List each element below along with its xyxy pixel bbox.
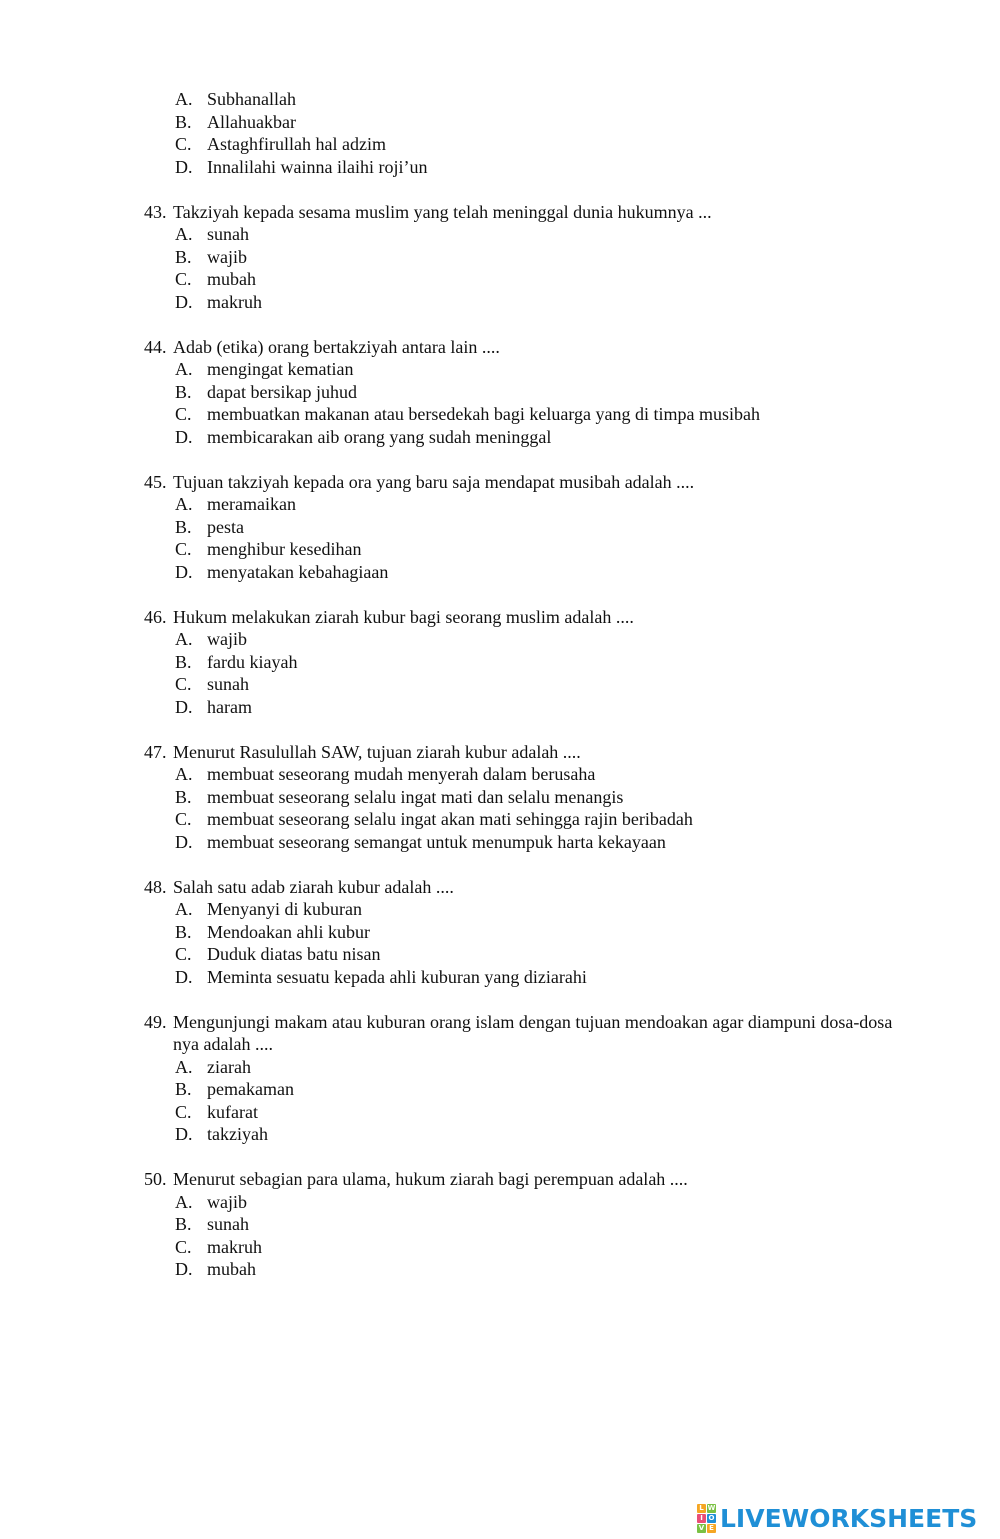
option-text: sunah [207,224,249,244]
option-text: ziarah [207,1056,251,1077]
option-row[interactable] [0,268,1000,291]
option-letter: B. [175,921,192,942]
option-letter: B. [175,651,192,672]
option-row[interactable] [0,403,1000,426]
option-letter: D. [175,156,193,177]
option-text: takziyah [207,1124,268,1144]
option-row[interactable] [0,966,1000,989]
question-stem [0,201,1000,224]
option-text: membuatkan makanan atau bersedekah bagi keluarga yang di timpa musibah [207,404,760,424]
question-text: Tujuan takziyah kepada ora yang baru saja mendapat musibah adalah .... [173,471,695,492]
logo-tile: O [708,1513,715,1522]
option-row[interactable] [0,628,1000,651]
liveworksheets-wordmark: LIVEWORKSHEETS [720,1503,978,1533]
option-letter: B. [175,381,192,402]
question-text: Menurut sebagian para ulama, hukum ziarah bagi perempuan adalah .... [173,1169,688,1189]
option-row[interactable] [0,538,1000,561]
option-letter: B. [175,111,192,132]
option-row[interactable] [0,111,1000,134]
option-row[interactable] [0,246,1000,269]
option-text: makruh [207,1236,262,1257]
liveworksheets-icon [697,1504,716,1533]
option-text: fardu kiayah [207,651,298,672]
option-text: membuat seseorang mudah menyerah dalam berusaha [207,764,596,784]
option-row[interactable] [0,133,1000,156]
question-43 [0,201,1000,314]
option-letter: C. [175,1236,192,1257]
option-text: membicarakan aib orang yang sudah meninggal [207,426,552,447]
option-letter: D. [175,1124,193,1144]
question-49 [0,1011,1000,1146]
question-text: Salah satu adab ziarah kubur adalah .... [173,876,454,897]
liveworksheets-logo[interactable] [697,1500,977,1536]
option-text: meramaikan [207,494,296,514]
option-text: Menyanyi di kuburan [207,899,362,919]
option-text: sunah [207,674,249,694]
logo-tile: I [697,1514,706,1523]
option-text: Mendoakan ahli kubur [207,921,370,942]
option-letter: C. [175,269,192,289]
option-row[interactable] [0,696,1000,719]
option-letter: B. [175,1079,192,1099]
option-letter: B. [175,786,192,807]
option-text: pesta [207,516,244,537]
question-number: 44. [144,336,167,357]
option-row[interactable] [0,921,1000,944]
option-text: Innalilahi wainna ilaihi roji’un [207,156,428,177]
question-number: 49. [144,1011,167,1032]
option-text: membuat seseorang semangat untuk menumpuk harta kekayaan [207,831,666,852]
option-text: sunah [207,1214,249,1234]
option-row[interactable] [0,1258,1000,1281]
option-letter: A. [175,224,193,244]
option-text: mubah [207,269,256,289]
option-row[interactable] [0,808,1000,831]
option-letter: C. [175,674,192,694]
option-text: membuat seseorang selalu ingat akan mati sehingga rajin beribadah [207,809,693,829]
question-44 [0,336,1000,449]
question-text: Adab (etika) orang bertakziyah antara lain .... [173,336,500,357]
question-text: Takziyah kepada sesama muslim yang telah meninggal dunia hukumnya ... [173,201,712,222]
question-45 [0,471,1000,584]
question-number: 47. [144,741,167,762]
option-letter: A. [175,1056,193,1077]
option-row[interactable] [0,1123,1000,1146]
option-text: mengingat kematian [207,359,354,379]
logo-tile: W [707,1503,716,1512]
question-text: Hukum melakukan ziarah kubur bagi seorang muslim adalah .... [173,606,634,627]
option-letter: A. [175,764,193,784]
option-text: wajib [207,1191,247,1212]
option-letter: A. [175,359,193,379]
option-letter: D. [175,1259,193,1279]
option-row[interactable] [0,223,1000,246]
option-row[interactable] [0,1213,1000,1236]
question-48 [0,876,1000,989]
option-row[interactable] [0,156,1000,179]
option-row[interactable] [0,493,1000,516]
option-letter: D. [175,966,193,987]
option-letter: A. [175,89,193,109]
option-letter: D. [175,831,193,852]
question-46 [0,606,1000,719]
option-row[interactable] [0,1078,1000,1101]
option-row[interactable] [0,1101,1000,1124]
question-text: Mengunjungi makam atau kuburan orang islam dengan tujuan mendoakan agar diampuni dosa-dosa nya adalah .... [173,1011,893,1054]
option-row[interactable] [0,673,1000,696]
question-42-options [0,88,1000,178]
option-row[interactable] [0,88,1000,111]
option-letter: C. [175,539,192,559]
option-row[interactable] [0,1056,1000,1079]
question-number: 46. [144,606,167,627]
option-letter: A. [175,629,193,649]
option-text: Duduk diatas batu nisan [207,944,381,964]
question-stem [0,876,1000,899]
question-stem [0,1168,1000,1191]
option-text: menghibur kesedihan [207,539,362,559]
option-text: Astaghfirullah hal adzim [207,134,386,154]
option-row[interactable] [0,943,1000,966]
logo-tile: L [697,1504,706,1513]
option-text: wajib [207,246,247,267]
option-text: Meminta sesuatu kepada ahli kuburan yang diziarahi [207,966,587,987]
question-text: Menurut Rasulullah SAW, tujuan ziarah kubur adalah .... [173,741,581,762]
question-47 [0,741,1000,854]
option-row[interactable] [0,561,1000,584]
option-letter: B. [175,1214,192,1234]
option-text: pemakaman [207,1079,294,1099]
option-text: makruh [207,291,262,312]
option-letter: C. [175,404,192,424]
option-text: wajib [207,629,247,649]
question-number: 45. [144,471,167,492]
worksheet-page [0,88,1000,1303]
option-letter: C. [175,944,192,964]
option-letter: D. [175,426,193,447]
option-row[interactable] [0,1236,1000,1259]
option-text: menyatakan kebahagiaan [207,561,389,582]
question-stem [0,471,1000,494]
question-number: 50. [144,1169,167,1189]
option-text: haram [207,696,252,717]
option-text: Allahuakbar [207,111,296,132]
option-text: Subhanallah [207,89,296,109]
option-letter: B. [175,246,192,267]
option-text: kufarat [207,1101,258,1122]
question-50 [0,1168,1000,1281]
option-text: mubah [207,1259,256,1279]
option-letter: D. [175,696,193,717]
option-text: dapat bersikap juhud [207,381,357,402]
option-letter: B. [175,516,192,537]
option-row[interactable] [0,831,1000,854]
option-letter: A. [175,1191,193,1212]
option-letter: C. [175,809,192,829]
option-letter: C. [175,134,192,154]
option-letter: A. [175,494,193,514]
option-row[interactable] [0,898,1000,921]
option-row[interactable] [0,381,1000,404]
question-number: 43. [144,201,167,222]
option-row[interactable] [0,426,1000,449]
option-letter: D. [175,561,193,582]
option-row[interactable] [0,291,1000,314]
question-stem [0,741,1000,764]
question-stem [0,606,1000,629]
option-row[interactable] [0,786,1000,809]
option-row[interactable] [0,651,1000,674]
option-letter: D. [175,291,193,312]
option-text: membuat seseorang selalu ingat mati dan selalu menangis [207,786,624,807]
option-letter: C. [175,1101,192,1122]
logo-tile: E [707,1524,716,1533]
option-letter: A. [175,899,193,919]
logo-tile: V [698,1523,705,1532]
question-stem [0,1011,1000,1056]
option-row[interactable] [0,1191,1000,1214]
option-row[interactable] [0,763,1000,786]
question-number: 48. [144,876,167,897]
question-stem [0,336,1000,359]
option-row[interactable] [0,516,1000,539]
option-row[interactable] [0,358,1000,381]
